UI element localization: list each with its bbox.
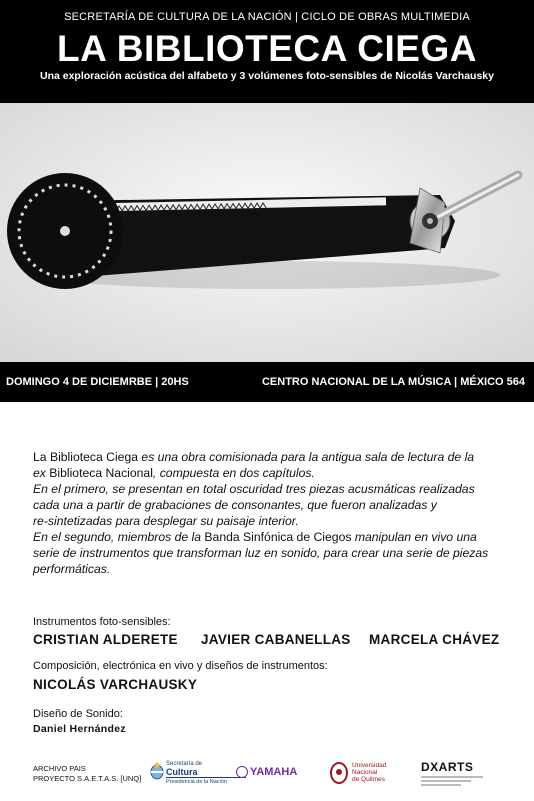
unq-logo-text: Nacional xyxy=(352,769,378,776)
yamaha-logo xyxy=(236,766,297,778)
description-text: re-sintetizadas para desplegar su paisaje interior. xyxy=(33,514,299,528)
description xyxy=(33,449,505,577)
unq-emblem-icon xyxy=(330,762,348,784)
description-text: performáticas. xyxy=(33,562,111,576)
instrument-maker-name: CRISTIAN ALDERETE xyxy=(33,632,178,647)
description-text: En el primero, se presentan en total oscuridad tres piezas acusmáticas realizadas xyxy=(33,482,475,496)
sound-designer-name: Daniel Hernández xyxy=(33,723,126,735)
dxarts-logo xyxy=(421,760,483,786)
instrument-maker-name: MARCELA CHÁVEZ xyxy=(369,632,500,647)
event-subtitle: Una exploración acústica del alfabeto y 3 volúmenes foto-sensibles de Nicolás Varchausky xyxy=(39,70,494,82)
photo-illustration xyxy=(0,103,534,362)
dxarts-fine-print xyxy=(421,776,483,786)
event-venue: CENTRO NACIONAL DE LA MÚSICA | MÉXICO 564 xyxy=(261,376,525,388)
event-date: DOMINGO 4 DE DICIEMRBE | 20HS xyxy=(6,376,189,388)
library-name: Biblioteca Nacional xyxy=(49,466,153,480)
event-info-bar xyxy=(0,362,534,402)
argentina-emblem-icon xyxy=(150,762,164,780)
description-text: En el segundo, miembros de la xyxy=(33,530,205,544)
band-name: Banda Sinfónica de Ciegos xyxy=(204,530,352,544)
description-text: , compuesta en dos capítulos. xyxy=(152,466,315,480)
event-title: LA BIBLIOTECA CIEGA xyxy=(57,28,477,69)
composer-name: NICOLÁS VARCHAUSKY xyxy=(33,677,198,692)
organizer-line: SECRETARÍA DE CULTURA DE LA NACIÓN | CICLO DE OBRAS MULTIMEDIA xyxy=(64,11,470,23)
cultura-logo-text: Secretaría de xyxy=(166,761,203,767)
description-text: cada una a partir de grabaciones de consonantes, que fueron analizadas y xyxy=(33,498,437,512)
unq-logo-text: Universidad xyxy=(352,762,387,769)
instruments-label: Instrumentos foto-sensibles: xyxy=(33,616,171,628)
description-text: ex xyxy=(33,466,50,480)
composition-label: Composición, electrónica en vivo y diseños de instrumentos: xyxy=(33,660,328,672)
archive-line: ARCHIVO PAIS xyxy=(33,764,86,773)
cultura-logo-text: Cultura xyxy=(166,767,198,777)
work-title: La Biblioteca Ciega xyxy=(33,450,139,464)
cultura-logo-text: Presidencia de la Nación xyxy=(166,777,246,786)
yamaha-logo-text: YAMAHA xyxy=(250,766,298,778)
archive-credit xyxy=(33,764,141,784)
instrument-maker-name: JAVIER CABANELLAS xyxy=(201,632,351,647)
sound-design-label: Diseño de Sonido: xyxy=(33,708,123,720)
instrument-photo xyxy=(0,103,534,362)
header xyxy=(0,0,534,103)
archive-line: PROYECTO S.A.E.T.A.S. [UNQ] xyxy=(33,774,142,783)
description-text: serie de instrumentos que transforman luz en sonido, para crear una serie de piezas xyxy=(33,546,489,560)
yamaha-tuning-fork-icon xyxy=(236,766,248,778)
description-text: manipulan en vivo una xyxy=(351,530,477,544)
description-text: es una obra comisionada para la antigua sala de lectura de la xyxy=(138,450,475,464)
unq-logo-text: de Quilmes xyxy=(352,776,385,783)
dxarts-logo-text: DXARTS xyxy=(421,760,474,774)
